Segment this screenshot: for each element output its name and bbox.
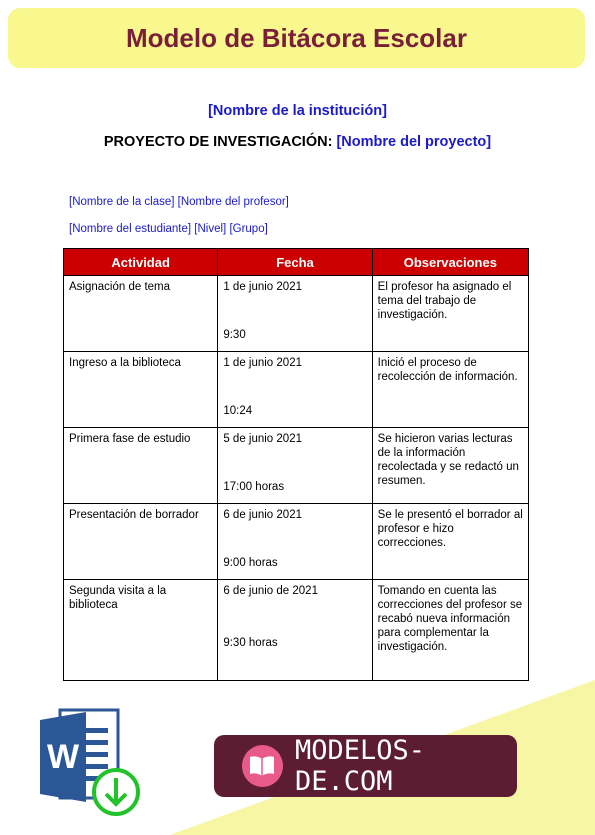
date-cell: [218, 428, 372, 504]
project-name: [Nombre del proyecto]: [336, 134, 492, 150]
date-text: 5 de junio 2021: [223, 433, 302, 445]
table-row: [64, 504, 529, 580]
activity-cell: Ingreso a la biblioteca: [64, 352, 218, 428]
time-text: 9:00 horas: [223, 557, 278, 569]
brand-banner[interactable]: [214, 735, 517, 797]
table-header-row: [64, 249, 529, 276]
book-icon: [242, 745, 283, 787]
column-header-activity: Actividad: [64, 249, 218, 276]
institution-name: [Nombre de la institución]: [208, 103, 387, 119]
title-banner: [8, 8, 585, 68]
activity-cell: Segunda visita a la biblioteca: [64, 580, 218, 681]
class-teacher-line: [Nombre de la clase] [Nombre del profesor]: [69, 196, 289, 208]
date-text: 1 de junio 2021: [223, 281, 302, 293]
activity-cell: Primera fase de estudio: [64, 428, 218, 504]
observations-cell: El profesor ha asignado el tema del trabajo de investigación.: [372, 276, 528, 352]
date-cell: [218, 504, 372, 580]
activity-cell: Presentación de borrador: [64, 504, 218, 580]
brand-text: MODELOS-DE.COM: [294, 735, 426, 797]
table-row: [64, 276, 529, 352]
observations-cell: Se hicieron varias lecturas de la información recolectada y se redactó un resumen.: [372, 428, 528, 504]
observations-cell: Inició el proceso de recolección de información.: [372, 352, 528, 428]
date-text: 6 de junio 2021: [223, 509, 302, 521]
date-text: 6 de junio de 2021: [223, 585, 318, 597]
project-label: PROYECTO DE INVESTIGACIÓN:: [103, 134, 333, 150]
column-header-observations: Observaciones: [372, 249, 528, 276]
log-table: [63, 248, 529, 681]
time-text: 10:24: [223, 405, 253, 417]
date-text: 1 de junio 2021: [223, 357, 302, 369]
time-text: 9:30 horas: [223, 637, 278, 649]
student-level-group-line: [Nombre del estudiante] [Nivel] [Grupo]: [69, 223, 268, 235]
date-cell: [218, 352, 372, 428]
column-header-date: Fecha: [218, 249, 372, 276]
time-text: 17:00 horas: [223, 481, 285, 493]
project-line: [0, 134, 595, 150]
observations-cell: Se le presentó el borrador al profesor e hizo correcciones.: [372, 504, 528, 580]
date-cell: [218, 276, 372, 352]
word-letter: W: [46, 738, 80, 776]
word-download-icon[interactable]: [38, 706, 148, 821]
table-row: [64, 580, 529, 681]
page-title: Modelo de Bitácora Escolar: [126, 22, 467, 53]
time-text: 9:30: [223, 329, 246, 341]
table-row: [64, 352, 529, 428]
observations-cell: Tomando en cuenta las correcciones del profesor se recabó nueva información para complementar la investigación.: [372, 580, 528, 681]
date-cell: [218, 580, 372, 681]
table-row: [64, 428, 529, 504]
activity-cell: Asignación de tema: [64, 276, 218, 352]
